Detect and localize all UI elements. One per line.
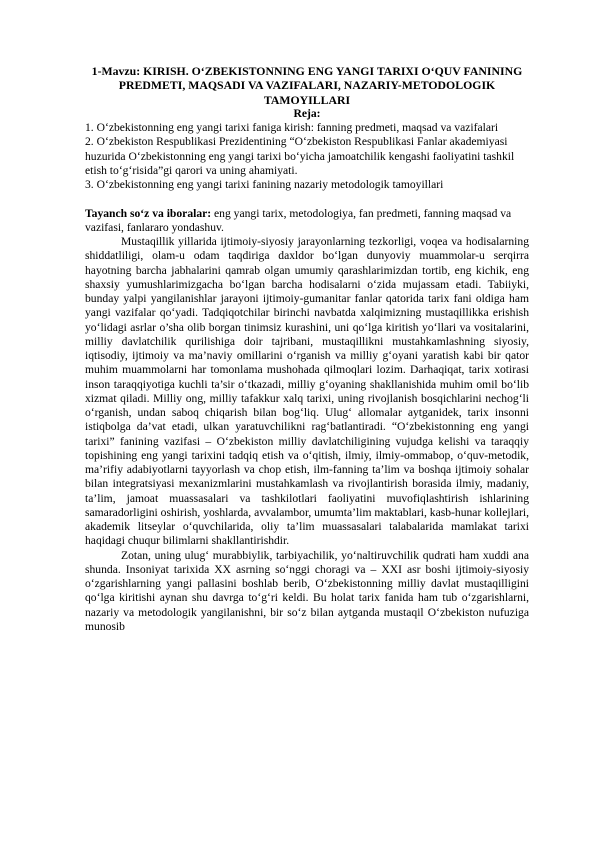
keywords-text: eng yangi tarix, metodologiya, fan predmeti, fanning maqsad va vazifasi, fanlararo yondashuv. [85,206,512,234]
plan-heading: Reja: [293,106,321,120]
keywords-label: Tayanch so‘z va iboralar: [85,206,212,220]
body-paragraph-1: Mustaqillik yillarida ijtimoiy-siyosiy jarayonlarning tezkorligi, voqea va hodisalarning shiddatliligi, olam-u odam taqdiriga daxldor bo‘lgan dunyoviy muammolar-u serqirra hayotning barcha jabhalarini qamrab olgan umumiy qarashlarimizdan tortib, eng kichik, eng shaxsiy yumushlarimizgacha bo‘lgan barcha hodisalarni o‘zida mujassam etadi. Tabiiyki, bunday yalpi yangilanishlar jarayoni ijtimoiy-gumanitar fanlar qatorida tarix fani oldiga ham yangi vazifalar qo‘yadi. Tadqiqotchilar birinchi navbatda xalqimizning mustaqillikka erishish yo‘lidagi asrlar o’sha olib borgan tinimsiz kurashini, uni qo‘lga kiritish yo‘llari va vositalarini, milliy davlatchilik qurilishiga doir tajribani, mustaqillikni mustahkamlashning siyosiy, iqtisodiy, ijtimoiy va ma’naviy omillarini o‘rganish va milliy g‘oyani yaratish kabi bir qator muhim muammolarni har tomonlama mushohada qilmoqlari lozim. Darhaqiqat, tarix xotirasi inson taraqqiyotiga kuchli ta’sir o‘tkazadi, milliy g‘oyaning shakllanishida muhim omil bo‘lib xizmat qiladi. Milliy ong, milliy tafakkur xalq tarixi, uning rivojlanish bosqichlarini nechog‘li o‘rganish, undan saboq chiqarish bilan bog‘liq. Ulug‘ allomalar aytganidek, tarix insonni istiqbolga da’vat etadi, ulkan yaratuvchilikni rag‘batlantiradi. “O‘zbekistonning eng yangi tarixi” fanining vazifasi – O‘zbekiston milliy davlatchiligining vujudga kelishi va taraqqiy topishining eng yangi tarixini tadqiq etish va o‘qitish, ilmiy, ilmiy-ommabop, o‘quv-metodik, ma’rifiy adabiyotlarni tayyorlash va chop etish, ilm-fanning ta’lim va boshqa ijtimoiy sohalar bilan integratsiyasi mexanizmlarini mustahkamlash va rivojlantirish borasida ilmiy, madaniy, ta’lim, jamoat muassasalari va tashkilotlari faoliyatini muvofiqlashtirish ishlarining samaradorligini oshirish, yoshlarda, avvalambor, umumta’lim maktablari, kasb-hunar kollejlari, akademik litseylar o‘quvchilarida, oliy ta’lim muassasalari talabalarida mamlakat tarixi haqidagi chuqur bilimlarni shakllantirishdir. [85,235,529,548]
plan-item-2: 2. O‘zbekiston Respublikasi Prezidentining “O‘zbekiston Respublikasi Fanlar akademiyasi huzurida O‘zbekistonning eng yangi tarixi bo‘yicha jamoatchilik kengashi faoliyatini tashkil etish to‘g‘risida”gi qarori va uning ahamiyati. [85,135,515,177]
body-paragraph-2: Zotan, uning ulug‘ murabbiylik, tarbiyachilik, yo‘naltiruvchilik qudrati ham xuddi ana shunda. Insoniyat tarixida XX asrning so‘nggi choragi va – XXI asr boshi ijtimoiy-siyosiy o‘zgarishlarning yangi pallasini boshlab berib, O‘zbekistonning milliy davlat mustaqilligini qo‘lga kiritishi aynan shu davrga to‘g‘ri keldi. Bu holat tarix fanida ham tub o‘zgarishlarni, nazariy va metodologik yangilanishni, bir so‘z bilan aytganda mustaqil O‘zbekiston nufuziga munosib [85,548,529,633]
keywords-block [85,207,529,236]
plan-item-3: 3. O‘zbekistonning eng yangi tarixi fanining nazariy metodologik tamoyillari [85,178,444,192]
document-page [85,64,529,634]
document-title: 1-Mavzu: KIRISH. O‘ZBEKISTONNING ENG YANGI TARIXI O‘QUV FANINING PREDMETI, MAQSADI VA VAZIFALARI, NAZARIY-METODOLOGIK TAMOYILLARI [91,64,523,107]
spacer [85,192,529,206]
plan-item-1: 1. O‘zbekistonning eng yangi tarixi faniga kirish: fanning predmeti, maqsad va vazifalari [85,121,499,135]
